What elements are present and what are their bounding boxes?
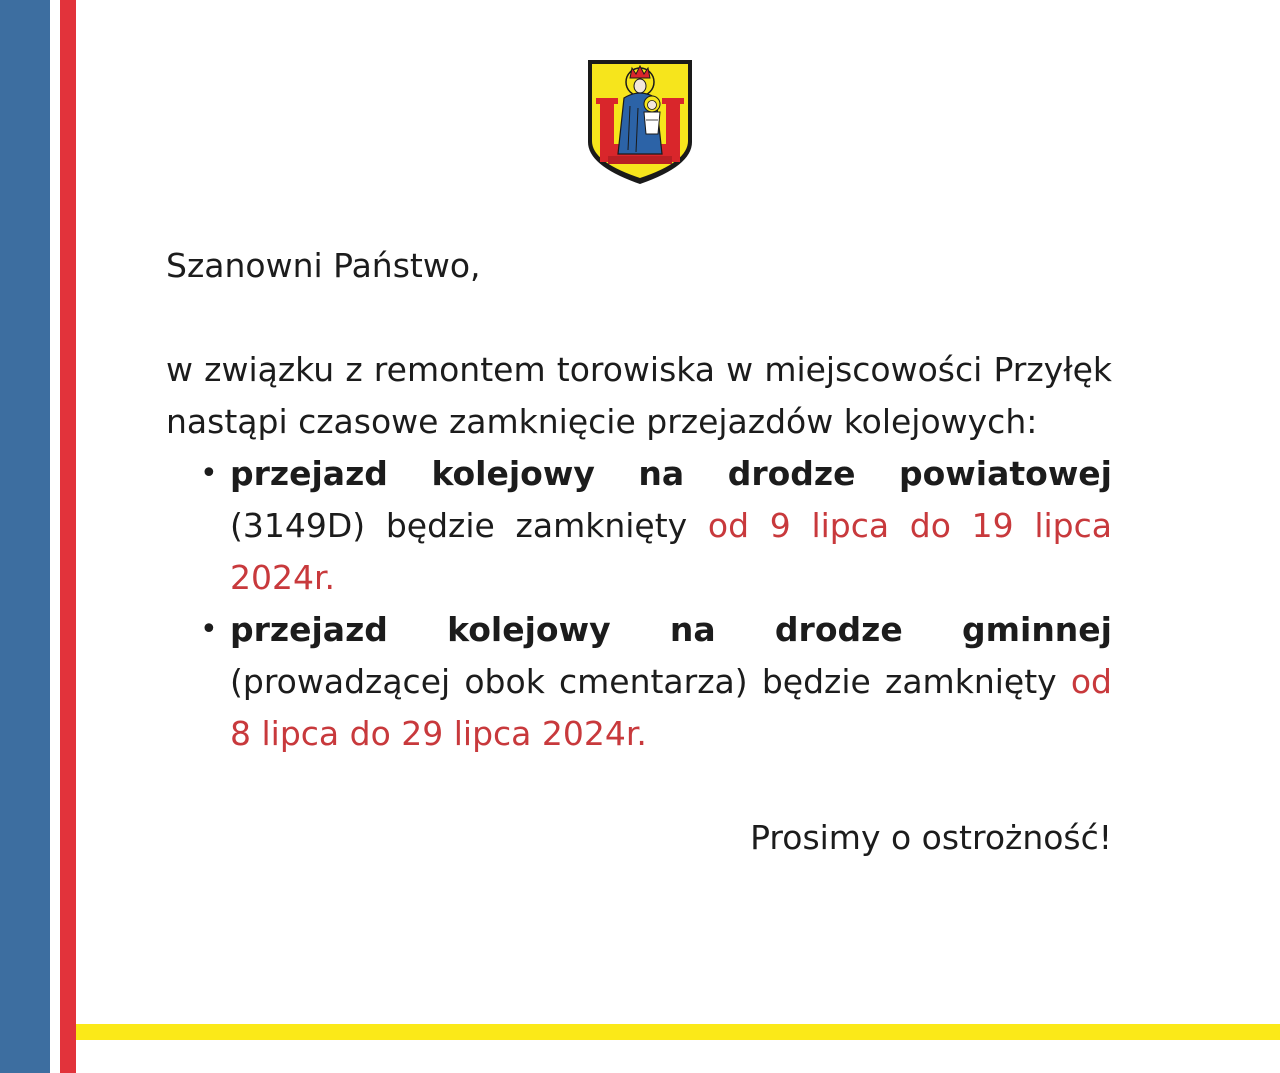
letter-content bbox=[166, 240, 1112, 864]
left-white-gap bbox=[50, 0, 60, 1073]
closure-details: (3149D) będzie zamknięty bbox=[230, 506, 708, 545]
closing-text: Prosimy o ostrożność! bbox=[750, 818, 1112, 857]
coat-of-arms-svg bbox=[586, 58, 694, 186]
coat-of-arms-icon bbox=[586, 58, 694, 186]
intro-paragraph: w związku z remontem torowiska w miejscowości Przyłęk nastąpi czasowe zamknięcie przejazdów kolejowych: bbox=[166, 350, 1112, 441]
closure-details: (prowadzącej obok cmentarza) będzie zamknięty bbox=[230, 662, 1071, 701]
closures-list bbox=[166, 448, 1112, 760]
bottom-yellow-stripe bbox=[76, 1024, 1280, 1040]
closure-road-name: przejazd kolejowy na drodze gminnej bbox=[230, 610, 1112, 649]
closure-dates: od 8 lipca do 29 lipca 2024r. bbox=[230, 662, 1112, 753]
closure-dates: od 9 lipca do 19 lipca 2024r. bbox=[230, 506, 1112, 597]
bullet-icon: • bbox=[200, 612, 218, 647]
list-item bbox=[200, 448, 1112, 604]
list-item bbox=[200, 604, 1112, 760]
left-red-stripe bbox=[60, 0, 76, 1073]
bullet-icon: • bbox=[200, 456, 218, 491]
greeting-text: Szanowni Państwo, bbox=[166, 246, 481, 285]
left-blue-stripe bbox=[0, 0, 50, 1073]
closure-road-name: przejazd kolejowy na drodze powiatowej bbox=[230, 454, 1112, 493]
